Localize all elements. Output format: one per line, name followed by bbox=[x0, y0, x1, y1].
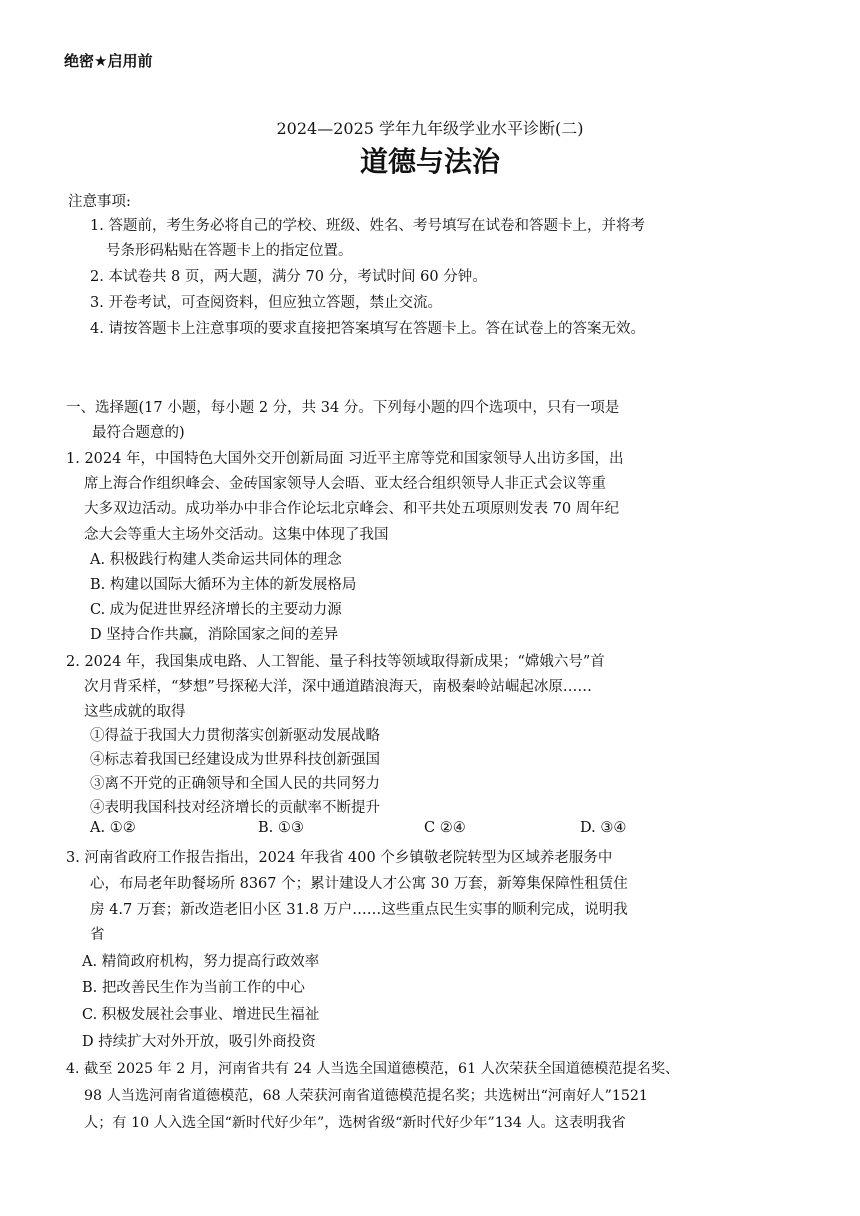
q2-item: ④表明我国科技对经济增长的贡献率不断提升 bbox=[90, 800, 380, 816]
section-heading: 一、选择题(17 小题，每小题 2 分，共 34 分。下列每小题的四个选项中，只有一项是 bbox=[66, 400, 620, 416]
notice-line: 3. 开卷考试，可查阅资料，但应独立答题，禁止交流。 bbox=[90, 295, 442, 311]
q1-stem: 席上海合作组织峰会、金砖国家领导人会晤、亚太经合组织领导人非正式会议等重 bbox=[84, 476, 606, 492]
q3-stem: 省 bbox=[90, 927, 105, 943]
q2-option-b: B. ①③ bbox=[258, 820, 304, 836]
q1-option-c: C. 成为促进世界经济增长的主要动力源 bbox=[90, 602, 342, 618]
notice-line: 4. 请按答题卡上注意事项的要求直接把答案填写在答题卡上。答在试卷上的答案无效。 bbox=[90, 321, 645, 337]
q1-stem: 大多双边活动。成功举办中非合作论坛北京峰会、和平共处五项原则发表 70 周年纪 bbox=[84, 501, 620, 517]
q3-stem: 3. 河南省政府工作报告指出，2024 年我省 400 个乡镇敬老院转型为区域养老服务中 bbox=[66, 850, 613, 866]
q2-item: ①得益于我国大力贯彻落实创新驱动发展战略 bbox=[90, 728, 380, 744]
q1-option-a: A. 积极践行构建人类命运共同体的理念 bbox=[90, 552, 342, 568]
section-heading: 最符合题意的) bbox=[92, 425, 185, 441]
exam-title: 2024—2025 学年九年级学业水平诊断(二) bbox=[276, 119, 584, 138]
notice-line: 2. 本试卷共 8 页，两大题，满分 70 分，考试时间 60 分钟。 bbox=[90, 269, 487, 285]
q3-option-a: A. 精简政府机构，努力提高行政效率 bbox=[82, 954, 320, 970]
q3-stem: 房 4.7 万套；新改造老旧小区 31.8 万户……这些重点民生实事的顺利完成，说明我 bbox=[90, 902, 628, 918]
q4-stem: 98 人当选河南省道德模范，68 人荣获河南省道德模范提名奖；共选树出“河南好人”1521 bbox=[84, 1088, 648, 1104]
q2-stem: 次月背采样，“梦想”号探秘大洋，深中通道踏浪海天，南极秦岭站崛起冰原…… bbox=[84, 679, 592, 695]
q1-stem: 1. 2024 年，中国特色大国外交开创新局面 习近平主席等党和国家领导人出访多国，出 bbox=[66, 451, 624, 467]
q2-item: ④标志着我国已经建设成为世界科技创新强国 bbox=[90, 752, 380, 768]
q1-option-d: D 坚持合作共赢，消除国家之间的差异 bbox=[90, 627, 339, 643]
q4-stem: 4. 截至 2025 年 2 月，河南省共有 24 人当选全国道德模范，61 人次荣获全国道德模范提名奖、 bbox=[66, 1061, 680, 1077]
q3-option-d: D 持续扩大对外开放，吸引外商投资 bbox=[82, 1034, 316, 1050]
q2-option-a: A. ①② bbox=[90, 820, 136, 836]
q2-stem: 2. 2024 年，我国集成电路、人工智能、量子科技等领域取得新成果；“嫦娥六号”首 bbox=[66, 654, 605, 670]
q2-option-d: D. ③④ bbox=[580, 820, 627, 836]
q3-stem: 心，布局老年助餐场所 8367 个；累计建设人才公寓 30 万套，新筹集保障性租赁住 bbox=[90, 876, 628, 892]
notice-line: 号条形码粘贴在答题卡上的指定位置。 bbox=[106, 243, 353, 259]
q2-option-c: C ②④ bbox=[424, 820, 466, 836]
notice-line: 1. 答题前，考生务必将自己的学校、班级、姓名、考号填写在试卷和答题卡上，并将考 bbox=[90, 218, 645, 234]
q1-option-b: B. 构建以国际大循环为主体的新发展格局 bbox=[90, 577, 357, 593]
subject-title: 道德与法治 bbox=[359, 145, 500, 178]
notice-heading: 注意事项: bbox=[68, 194, 131, 210]
q4-stem: 人；有 10 人入选全国“新时代好少年”，选树省级“新时代好少年”134 人。这表明我省 bbox=[84, 1115, 626, 1131]
q2-stem: 这些成就的取得 bbox=[84, 704, 186, 720]
q2-item: ③离不开党的正确领导和全国人民的共同努力 bbox=[90, 776, 380, 792]
confidential-label: 绝密★启用前 bbox=[64, 52, 153, 70]
q3-option-b: B. 把改善民生作为当前工作的中心 bbox=[82, 980, 305, 996]
q1-stem: 念大会等重大主场外交活动。这集中体现了我国 bbox=[84, 527, 389, 543]
q3-option-c: C. 积极发展社会事业、增进民生福祉 bbox=[82, 1007, 320, 1023]
